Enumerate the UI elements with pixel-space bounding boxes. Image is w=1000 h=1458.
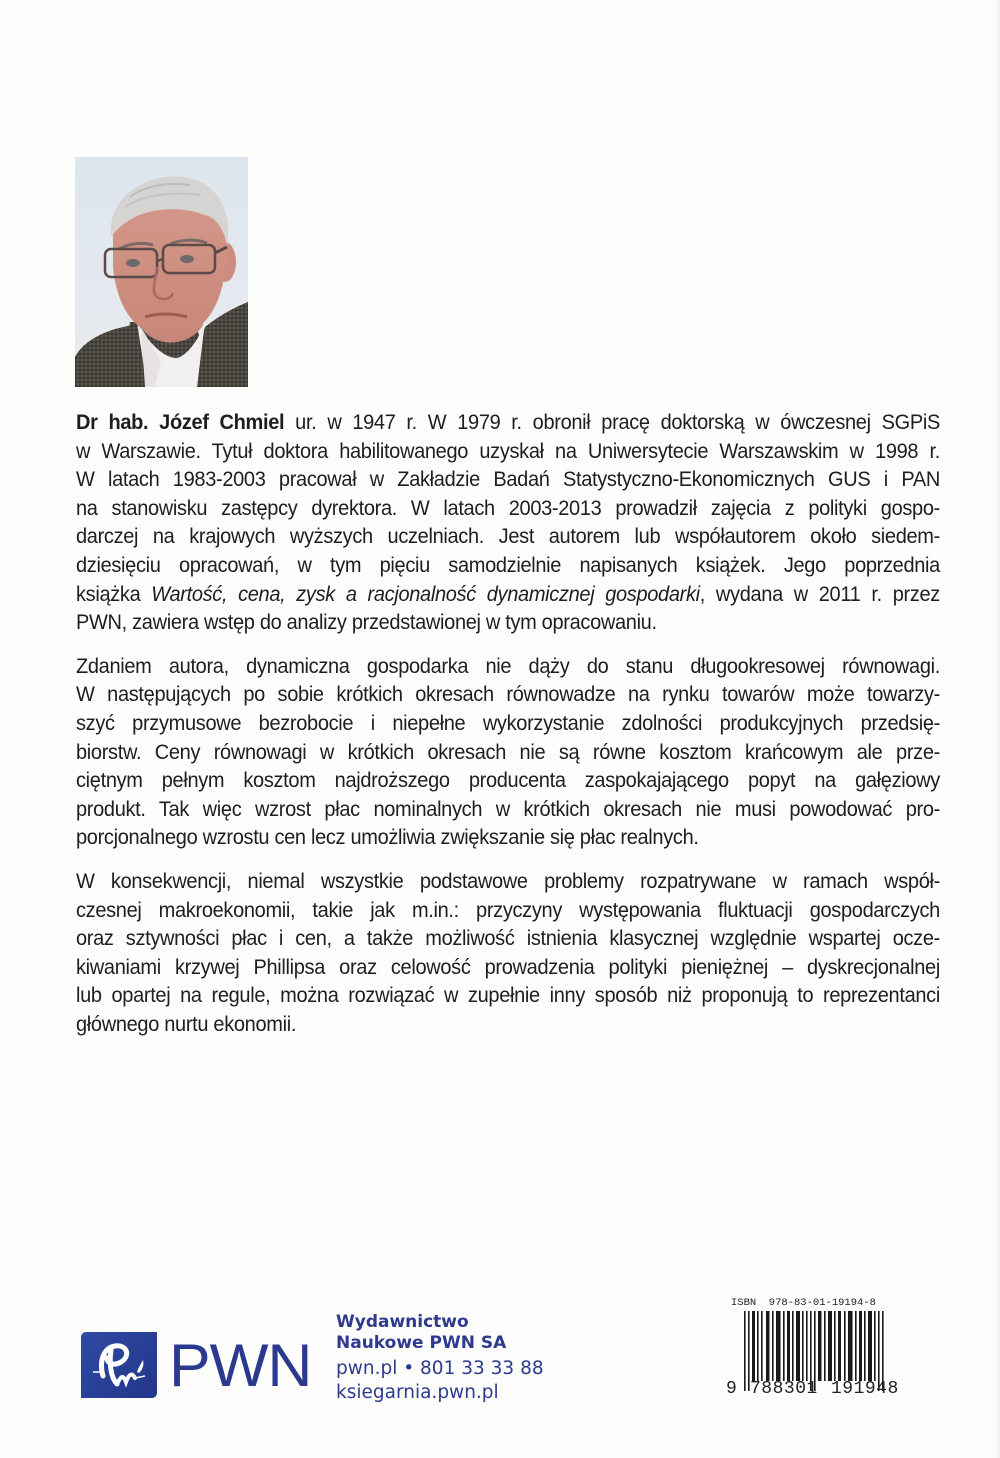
- text-line: ciętnym pełnym kosztom najdroższego producenta zaspokajającego popyt na gałęziowy: [76, 768, 940, 793]
- text-line: PWN, zawiera wstęp do analizy przedstawionej w tym opracowaniu.: [76, 610, 657, 635]
- pwn-wordmark: PWN: [169, 1332, 312, 1399]
- author-photo: [75, 157, 248, 387]
- text-line: biorstw. Ceny równowagi w krótkich okresach nie są równe kosztom krańcowym ale prze-: [76, 739, 940, 764]
- text-line: produkt. Tak więc wzrost płac nominalnych w krótkich okresach nie musi powodować pro-: [76, 796, 940, 821]
- pwn-quill-icon: [81, 1332, 157, 1398]
- text-line: Dr hab. Józef Chmiel ur. w 1947 r. W 1979 r. obronił pracę doktorską w ówczesnej SGPiS: [76, 410, 940, 434]
- publisher-bookstore-url: ksiegarnia.pwn.pl: [336, 1382, 499, 1403]
- text-line: oraz sztywności płac i cen, a także możliwość istnienia klasycznej względnie wspartej ocze-: [76, 926, 940, 951]
- publisher-website-phone: pwn.pl • 801 33 33 88: [336, 1358, 544, 1379]
- description-paragraph-3: [76, 867, 940, 1039]
- previous-book-title: Wartość, cena, zysk a racjonalność dynamicznej gospodarki: [151, 581, 700, 606]
- book-description: [76, 408, 940, 1053]
- text-line: darczej na krajowych wyższych uczelniach. Jest autorem lub współautorem około siedem-: [76, 524, 940, 549]
- ean-first-digit: 9: [726, 1379, 737, 1399]
- author-name: Dr hab. Józef Chmiel: [76, 410, 285, 434]
- text-line: Zdaniem autora, dynamiczna gospodarka nie dąży do stanu długookresowej równowagi.: [76, 653, 940, 678]
- text-line: na stanowisku zastępcy dyrektora. W latach 2003-2013 prowadził zajęcia z polityki gospo-: [76, 495, 940, 520]
- description-paragraph-2: [76, 652, 940, 852]
- text-line: W następujących po sobie krótkich okresach równowadze na rynku towarów może towarzy-: [76, 682, 940, 707]
- portrait-illustration: [75, 157, 248, 387]
- text-line: porcjonalnego wzrostu cen lecz umożliwia zwiększanie się płac realnych.: [76, 825, 699, 850]
- publisher-name-line2: Naukowe PWN SA: [336, 1333, 507, 1353]
- publisher-name-line1: Wydawnictwo: [336, 1312, 469, 1332]
- text-line: W latach 1983-2003 pracował w Zakładzie Badań Statystyczno-Ekonomicznych GUS i PAN: [76, 467, 940, 492]
- bio-paragraph-1: [76, 408, 940, 637]
- text-line: w Warszawie. Tytuł doktora habilitowanego uzyskał na Uniwersytecie Warszawskim w 1998 r.: [76, 438, 940, 463]
- page-edge: [994, 0, 1000, 1458]
- text-line: W konsekwencji, niemal wszystkie podstawowe problemy rozpatrywane w ramach współ-: [76, 868, 940, 893]
- isbn-barcode: [728, 1297, 928, 1412]
- text-line: czesnej makroekonomii, takie jak m.in.: przyczyny występowania fluktuacji gospodarczych: [76, 897, 940, 922]
- pwn-logo: [81, 1332, 312, 1399]
- ean-right-digits: 191948: [831, 1379, 899, 1399]
- text-line: lub opartej na regule, można rozwiązać w zupełnie inny sposób niż proponują to reprezentanci: [76, 983, 940, 1008]
- text-line: głównego nurtu ekonomii.: [76, 1011, 297, 1036]
- text-line: dziesięciu opracowań, w tym pięciu samodzielnie napisanych książek. Jego poprzednia: [76, 552, 940, 577]
- text-line: kiwaniami krzywej Phillipsa oraz celowość prowadzenia polityki pieniężnej – dyskrecjonalnej: [76, 954, 940, 979]
- isbn-label: ISBN 978-83-01-19194-8: [731, 1297, 876, 1309]
- text-line: szyć przymusowe bezrobocie i niepełne wykorzystanie zdolności produkcyjnych przedsię-: [76, 710, 940, 735]
- publisher-info: [336, 1312, 544, 1405]
- ean-left-digits: 788301: [750, 1379, 818, 1399]
- text-line: książka Wartość, cena, zysk a racjonalność dynamicznej gospodarki, wydana w 2011 r. przez: [76, 581, 940, 606]
